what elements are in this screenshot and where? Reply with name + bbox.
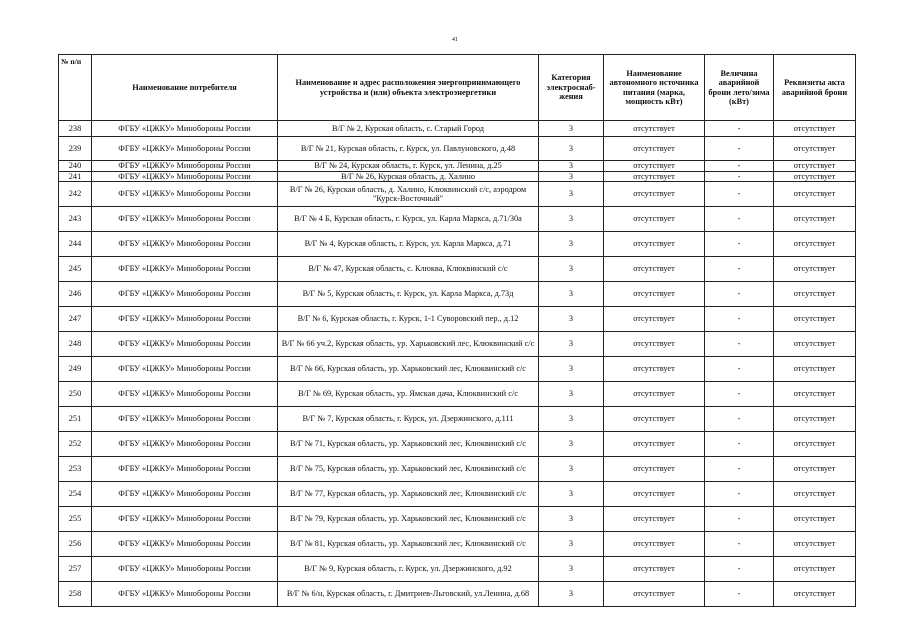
object-address: В/Г № 66, Курская область, ур. Харьковский лес, Клюквинский с/с (278, 357, 539, 382)
consumer-name: ФГБУ «ЦЖКУ» Минобороны России (92, 507, 278, 532)
reserve-value: - (705, 282, 774, 307)
table-row (59, 582, 856, 607)
table-row (59, 457, 856, 482)
table-row (59, 282, 856, 307)
consumer-name: ФГБУ «ЦЖКУ» Минобороны России (92, 582, 278, 607)
power-source: отсутствует (604, 307, 705, 332)
object-address: В/Г № 4 Б, Курская область, г. Курск, ул. Карла Маркса, д.71/30а (278, 207, 539, 232)
consumer-name: ФГБУ «ЦЖКУ» Минобороны России (92, 171, 278, 182)
supply-category: 3 (539, 532, 604, 557)
act-requisites: отсутствует (774, 137, 856, 161)
power-source: отсутствует (604, 507, 705, 532)
supply-category: 3 (539, 457, 604, 482)
supply-category: 3 (539, 557, 604, 582)
act-requisites: отсутствует (774, 182, 856, 207)
supply-category: 3 (539, 137, 604, 161)
row-num: 248 (59, 332, 92, 357)
reserve-value: - (705, 582, 774, 607)
power-source: отсутствует (604, 382, 705, 407)
power-source: отсутствует (604, 282, 705, 307)
table-row (59, 137, 856, 161)
row-num: 258 (59, 582, 92, 607)
act-requisites: отсутствует (774, 257, 856, 282)
act-requisites: отсутствует (774, 482, 856, 507)
table-row (59, 407, 856, 432)
row-num: 257 (59, 557, 92, 582)
header-requisites: Реквизиты акта аварийной брони (774, 55, 856, 121)
act-requisites: отсутствует (774, 332, 856, 357)
consumer-name: ФГБУ «ЦЖКУ» Минобороны России (92, 457, 278, 482)
reserve-value: - (705, 121, 774, 137)
supply-category: 3 (539, 582, 604, 607)
table-row (59, 182, 856, 207)
consumer-name: ФГБУ «ЦЖКУ» Минобороны России (92, 137, 278, 161)
consumer-name: ФГБУ «ЦЖКУ» Минобороны России (92, 382, 278, 407)
object-address: В/Г № 66 уч.2, Курская область, ур. Харьковский лес, Клюквинский с/с (278, 332, 539, 357)
consumer-name: ФГБУ «ЦЖКУ» Минобороны России (92, 432, 278, 457)
table-row (59, 307, 856, 332)
supply-category: 3 (539, 407, 604, 432)
power-source: отсутствует (604, 357, 705, 382)
supply-category: 3 (539, 307, 604, 332)
consumer-table (58, 54, 856, 607)
row-num: 241 (59, 171, 92, 182)
object-address: В/Г № 75, Курская область, ур. Харьковский лес, Клюквинский с/с (278, 457, 539, 482)
power-source: отсутствует (604, 207, 705, 232)
table-row (59, 257, 856, 282)
reserve-value: - (705, 257, 774, 282)
object-address: В/Г № 6, Курская область, г. Курск, 1-1 Суворовский пер., д.12 (278, 307, 539, 332)
reserve-value: - (705, 207, 774, 232)
object-address: В/Г № 5, Курская область, г. Курск, ул. Карла Маркса, д.73д (278, 282, 539, 307)
power-source: отсутствует (604, 557, 705, 582)
object-address: В/Г № 26, Курская область, д. Халино, Клюквинский с/с, аэродром "Курск-Восточный" (278, 182, 539, 207)
power-source: отсутствует (604, 457, 705, 482)
consumer-name: ФГБУ «ЦЖКУ» Минобороны России (92, 357, 278, 382)
power-source: отсутствует (604, 121, 705, 137)
reserve-value: - (705, 507, 774, 532)
power-source: отсутствует (604, 182, 705, 207)
act-requisites: отсутствует (774, 307, 856, 332)
table-row (59, 557, 856, 582)
act-requisites: отсутствует (774, 507, 856, 532)
reserve-value: - (705, 137, 774, 161)
reserve-value: - (705, 532, 774, 557)
object-address: В/Г № 21, Курская область, г. Курск, ул. Павлуновского, д.48 (278, 137, 539, 161)
object-address: В/Г № 6/н, Курская область, г. Дмитриев-Льговский, ул.Ленина, д.68 (278, 582, 539, 607)
table-row (59, 382, 856, 407)
supply-category: 3 (539, 161, 604, 172)
reserve-value: - (705, 482, 774, 507)
table-row (59, 171, 856, 182)
row-num: 255 (59, 507, 92, 532)
supply-category: 3 (539, 432, 604, 457)
power-source: отсутствует (604, 407, 705, 432)
table-row (59, 121, 856, 137)
supply-category: 3 (539, 207, 604, 232)
power-source: отсутствует (604, 232, 705, 257)
supply-category: 3 (539, 182, 604, 207)
act-requisites: отсутствует (774, 407, 856, 432)
object-address: В/Г № 9, Курская область, г. Курск, ул. Дзержинского, д.92 (278, 557, 539, 582)
act-requisites: отсутствует (774, 282, 856, 307)
power-source: отсутствует (604, 332, 705, 357)
table-header-row (59, 55, 856, 121)
reserve-value: - (705, 307, 774, 332)
table-row (59, 507, 856, 532)
act-requisites: отсутствует (774, 382, 856, 407)
row-num: 243 (59, 207, 92, 232)
reserve-value: - (705, 432, 774, 457)
row-num: 242 (59, 182, 92, 207)
act-requisites: отсутствует (774, 171, 856, 182)
row-num: 251 (59, 407, 92, 432)
row-num: 253 (59, 457, 92, 482)
page-number: 41 (452, 37, 458, 43)
supply-category: 3 (539, 282, 604, 307)
row-num: 239 (59, 137, 92, 161)
table-row (59, 357, 856, 382)
object-address: В/Г № 4, Курская область, г. Курск, ул. Карла Маркса, д.71 (278, 232, 539, 257)
power-source: отсутствует (604, 482, 705, 507)
consumer-name: ФГБУ «ЦЖКУ» Минобороны России (92, 232, 278, 257)
object-address: В/Г № 47, Курская область, с. Клюква, Клюквинский с/с (278, 257, 539, 282)
row-num: 246 (59, 282, 92, 307)
row-num: 240 (59, 161, 92, 172)
reserve-value: - (705, 382, 774, 407)
object-address: В/Г № 26, Курская область, д. Халино (278, 171, 539, 182)
act-requisites: отсутствует (774, 121, 856, 137)
power-source: отсутствует (604, 582, 705, 607)
reserve-value: - (705, 407, 774, 432)
header-source: Наименование автономного источника питания (марка, мощность кВт) (604, 55, 705, 121)
consumer-name: ФГБУ «ЦЖКУ» Минобороны России (92, 282, 278, 307)
object-address: В/Г № 2, Курская область, с. Старый Город (278, 121, 539, 137)
row-num: 250 (59, 382, 92, 407)
reserve-value: - (705, 182, 774, 207)
consumer-name: ФГБУ «ЦЖКУ» Минобороны России (92, 557, 278, 582)
supply-category: 3 (539, 257, 604, 282)
act-requisites: отсутствует (774, 161, 856, 172)
object-address: В/Г № 77, Курская область, ур. Харьковский лес, Клюквинский с/с (278, 482, 539, 507)
consumer-name: ФГБУ «ЦЖКУ» Минобороны России (92, 161, 278, 172)
power-source: отсутствует (604, 532, 705, 557)
consumer-name: ФГБУ «ЦЖКУ» Минобороны России (92, 182, 278, 207)
act-requisites: отсутствует (774, 357, 856, 382)
object-address: В/Г № 24, Курская область, г. Курск, ул. Ленина, д.25 (278, 161, 539, 172)
act-requisites: отсутствует (774, 457, 856, 482)
object-address: В/Г № 69, Курская область, ур. Ямская дача, Клюквинский с/с (278, 382, 539, 407)
consumer-name: ФГБУ «ЦЖКУ» Минобороны России (92, 482, 278, 507)
row-num: 245 (59, 257, 92, 282)
act-requisites: отсутствует (774, 232, 856, 257)
row-num: 247 (59, 307, 92, 332)
row-num: 252 (59, 432, 92, 457)
row-num: 254 (59, 482, 92, 507)
supply-category: 3 (539, 482, 604, 507)
act-requisites: отсутствует (774, 582, 856, 607)
object-address: В/Г № 81, Курская область, ур. Харьковский лес, Клюквинский с/с (278, 532, 539, 557)
supply-category: 3 (539, 507, 604, 532)
row-num: 249 (59, 357, 92, 382)
reserve-value: - (705, 232, 774, 257)
consumer-name: ФГБУ «ЦЖКУ» Минобороны России (92, 257, 278, 282)
supply-category: 3 (539, 382, 604, 407)
act-requisites: отсутствует (774, 207, 856, 232)
table-row (59, 432, 856, 457)
supply-category: 3 (539, 357, 604, 382)
header-num: № п/п (59, 55, 92, 121)
act-requisites: отсутствует (774, 432, 856, 457)
power-source: отсутствует (604, 137, 705, 161)
row-num: 238 (59, 121, 92, 137)
power-source: отсутствует (604, 257, 705, 282)
reserve-value: - (705, 357, 774, 382)
table-row (59, 207, 856, 232)
reserve-value: - (705, 457, 774, 482)
power-source: отсутствует (604, 171, 705, 182)
consumer-name: ФГБУ «ЦЖКУ» Минобороны России (92, 407, 278, 432)
row-num: 256 (59, 532, 92, 557)
act-requisites: отсутствует (774, 532, 856, 557)
object-address: В/Г № 7, Курская область, г. Курск, ул. Дзержинского, д.111 (278, 407, 539, 432)
power-source: отсутствует (604, 432, 705, 457)
table-row (59, 332, 856, 357)
act-requisites: отсутствует (774, 557, 856, 582)
header-reserve: Величина аварийной брони лето/зима (кВт) (705, 55, 774, 121)
power-source: отсутствует (604, 161, 705, 172)
object-address: В/Г № 71, Курская область, ур. Харьковский лес, Клюквинский с/с (278, 432, 539, 457)
reserve-value: - (705, 171, 774, 182)
consumer-name: ФГБУ «ЦЖКУ» Минобороны России (92, 121, 278, 137)
header-consumer: Наименование потребителя (92, 55, 278, 121)
header-category: Категория электроснаб-жения (539, 55, 604, 121)
supply-category: 3 (539, 332, 604, 357)
reserve-value: - (705, 557, 774, 582)
supply-category: 3 (539, 171, 604, 182)
table-row (59, 161, 856, 172)
consumer-name: ФГБУ «ЦЖКУ» Минобороны России (92, 332, 278, 357)
header-object: Наименование и адрес расположения энергопринимающего устройства и (или) объекта электроэнергетики (278, 55, 539, 121)
table-row (59, 232, 856, 257)
consumer-name: ФГБУ «ЦЖКУ» Минобороны России (92, 307, 278, 332)
consumer-name: ФГБУ «ЦЖКУ» Минобороны России (92, 532, 278, 557)
consumer-name: ФГБУ «ЦЖКУ» Минобороны России (92, 207, 278, 232)
table-row (59, 482, 856, 507)
table-row (59, 532, 856, 557)
row-num: 244 (59, 232, 92, 257)
supply-category: 3 (539, 232, 604, 257)
object-address: В/Г № 79, Курская область, ур. Харьковский лес, Клюквинский с/с (278, 507, 539, 532)
reserve-value: - (705, 332, 774, 357)
supply-category: 3 (539, 121, 604, 137)
reserve-value: - (705, 161, 774, 172)
